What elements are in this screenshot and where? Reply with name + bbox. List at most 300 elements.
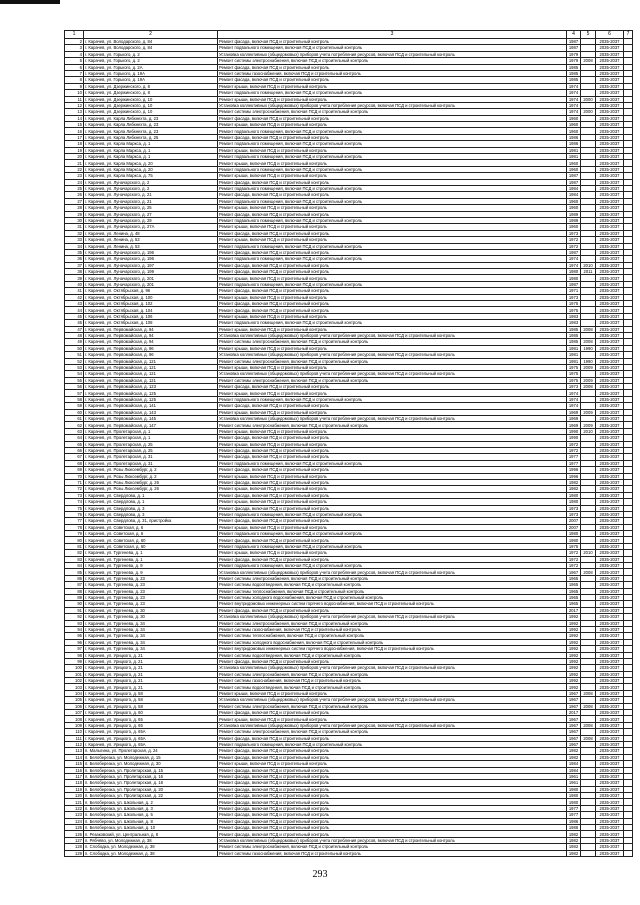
planned-period-cell: 2035-2037: [596, 454, 624, 460]
work-type-cell: Ремонт крыши, включая ПСД и строительный контроль: [218, 275, 567, 281]
year-built-cell: 1960: [567, 166, 581, 172]
planned-period-cell: 2035-2037: [596, 607, 624, 613]
work-type-cell: Ремонт системы водоотведения, включая ПСД и строительный контроль: [218, 582, 567, 588]
planned-period-cell: 2035-2037: [596, 288, 624, 294]
planned-period-cell: 2035-2037: [596, 384, 624, 390]
planned-period-cell: 2035-2037: [596, 658, 624, 664]
year-built-cell: 1974: [567, 96, 581, 102]
address-cell: г. Карачев, ул. Урицкого, д. 65: [84, 716, 218, 722]
year-built-cell: 1977: [567, 454, 581, 460]
row-number-cell: 14: [65, 115, 84, 121]
address-cell: г. Карачев, ул. Ленина, д. 53: [84, 237, 218, 243]
work-type-cell: Ремонт фасада, включая ПСД и строительный контроль: [218, 786, 567, 792]
scan-edge-mark: [0, 0, 60, 4]
row-number-cell: 110: [65, 729, 84, 735]
work-type-cell: Ремонт фасада, включая ПСД и строительный контроль: [218, 773, 567, 779]
header-cell: 4: [567, 31, 581, 39]
row-number-cell: 51: [65, 352, 84, 358]
address-cell: г. Карачев, ул. Луначарского, д. 196: [84, 249, 218, 255]
work-type-cell: Ремонт подвального помещения, включая ПСД и строительный контроль: [218, 460, 567, 466]
work-type-cell: Ремонт подвального помещения, включая ПСД и строительный контроль: [218, 141, 567, 147]
row-number-cell: 106: [65, 703, 84, 709]
work-type-cell: Ремонт подвального помещения, включая ПСД и строительный контроль: [218, 45, 567, 51]
address-cell: г. Карачев, ул. Урицкого, д. 65А: [84, 729, 218, 735]
planned-period-cell: 2035-2037: [596, 646, 624, 652]
work-type-cell: Ремонт фасада, включая ПСД и строительный контроль: [218, 748, 567, 754]
planned-period-cell: 2035-2037: [596, 716, 624, 722]
address-cell: г. Карачев, ул. Пролетарская, д. 31: [84, 454, 218, 460]
row-number-cell: 79: [65, 531, 84, 537]
planned-period-cell: 2035-2037: [596, 422, 624, 428]
planned-period-cell: 2035-2037: [596, 345, 624, 351]
address-cell: п. Белоберезка, ул. Пролетарская, д. 16: [84, 773, 218, 779]
address-cell: г. Карачев, ул. Октябрьская, д. 96: [84, 288, 218, 294]
last-repair-year-cell: [581, 850, 596, 856]
work-type-cell: Ремонт подвального помещения, включая ПСД и строительный контроль: [218, 198, 567, 204]
row-number-cell: 119: [65, 786, 84, 792]
address-cell: г. Карачев, ул. Советская, д. 6: [84, 524, 218, 530]
work-type-cell: Ремонт фасада, включая ПСД и строительный контроль: [218, 735, 567, 741]
year-built-cell: 1965: [567, 601, 581, 607]
year-built-cell: 1960: [567, 205, 581, 211]
work-type-cell: Установка коллективных (общедомовых) приборов учета потребления ресурсов, включая ПСД и строительный контроль: [218, 371, 567, 377]
address-cell: г. Карачев, ул. Ленина, д. 53: [84, 243, 218, 249]
year-built-cell: 1981: [567, 352, 581, 358]
year-built-cell: 1980: [567, 269, 581, 275]
row-number-cell: 38: [65, 269, 84, 275]
planned-period-cell: 2035-2037: [596, 505, 624, 511]
row-number-cell: 61: [65, 416, 84, 422]
year-built-cell: 1972: [567, 243, 581, 249]
year-built-cell: 1975: [567, 543, 581, 549]
planned-period-cell: 2035-2037: [596, 166, 624, 172]
work-type-cell: Ремонт системы газоснабжения, включая ПСД и строительный контроль: [218, 70, 567, 76]
work-type-cell: Ремонт крыши, включая ПСД и строительный контроль: [218, 690, 567, 696]
planned-period-cell: 2035-2037: [596, 179, 624, 185]
year-built-cell: 2017: [567, 607, 581, 613]
planned-period-cell: 2035-2037: [596, 301, 624, 307]
work-type-cell: Ремонт крыши, включая ПСД и строительный контроль: [218, 294, 567, 300]
work-type-cell: Ремонт фасада, включая ПСД и строительный контроль: [218, 518, 567, 524]
row-number-cell: 101: [65, 671, 84, 677]
address-cell: г. Карачев, ул. Октябрьская, д. 104: [84, 307, 218, 313]
address-cell: п. Белоберезка, ул. Молодежная, д. 15: [84, 754, 218, 760]
work-type-cell: Установка коллективных (общедомовых) приборов учета потребления ресурсов, включая ПСД и строительный контроль: [218, 51, 567, 57]
address-cell: г. Карачев, ул. Тургенева, д. 30: [84, 607, 218, 613]
planned-period-cell: 2035-2037: [596, 684, 624, 690]
work-type-cell: Ремонт внутридомовых инженерных систем горячего водоснабжения, включая ПСД и строительный контроль: [218, 601, 567, 607]
row-number-cell: 13: [65, 109, 84, 115]
row-number-cell: 43: [65, 301, 84, 307]
row-number-cell: 114: [65, 754, 84, 760]
address-cell: п. Белоберезка, ул. Школьная, д. 3: [84, 805, 218, 811]
year-built-cell: 1992: [567, 614, 581, 620]
extra-cell: [624, 850, 633, 856]
address-cell: г. Карачев, ул. Урицкого, д. 65: [84, 722, 218, 728]
row-number-cell: 118: [65, 780, 84, 786]
work-type-cell: Установка коллективных (общедомовых) приборов учета потребления ресурсов, включая ПСД и строительный контроль: [218, 665, 567, 671]
planned-period-cell: 2035-2037: [596, 230, 624, 236]
row-number-cell: 99: [65, 658, 84, 664]
year-built-cell: 1984: [567, 761, 581, 767]
address-cell: г. Карачев, ул. Урицкого, д. 65А: [84, 735, 218, 741]
year-built-cell: 1983: [567, 320, 581, 326]
work-type-cell: Ремонт системы электроснабжения, включая ПСД и строительный контроль: [218, 729, 567, 735]
year-built-cell: 1975: [567, 377, 581, 383]
address-cell: г. Карачев, ул. Первомайская, д. 145: [84, 416, 218, 422]
address-cell: г. Карачев, ул. Тургенева, д. 1: [84, 550, 218, 556]
planned-period-cell: 2035-2037: [596, 45, 624, 51]
year-built-cell: 1961: [567, 773, 581, 779]
year-built-cell: 1967: [567, 690, 581, 696]
work-type-cell: Ремонт фасада, включая ПСД и строительный контроль: [218, 134, 567, 140]
row-number-cell: 24: [65, 179, 84, 185]
address-cell: г. Карачев, ул. Октябрьская, д. 106: [84, 313, 218, 319]
header-cell: 6: [596, 31, 624, 39]
work-type-cell: Ремонт подвального помещения, включая ПСД и строительный контроль: [218, 531, 567, 537]
address-cell: г. Карачев, ул. Луначарского, д. 199: [84, 269, 218, 275]
work-type-cell: Установка коллективных (общедомовых) приборов учета потребления ресурсов, включая ПСД и строительный контроль: [218, 569, 567, 575]
work-type-cell: Установка коллективных (общедомовых) приборов учета потребления ресурсов, включая ПСД и строительный контроль: [218, 697, 567, 703]
row-number-cell: 68: [65, 460, 84, 466]
year-built-cell: 1974: [567, 403, 581, 409]
year-built-cell: 1986: [567, 134, 581, 140]
work-type-cell: Ремонт фасада, включая ПСД и строительный контроль: [218, 658, 567, 664]
row-number-cell: 97: [65, 646, 84, 652]
address-cell: г. Карачев, ул. Дзержинского, д. 8: [84, 90, 218, 96]
work-type-cell: Ремонт крыши, включая ПСД и строительный контроль: [218, 499, 567, 505]
year-built-cell: 1967: [567, 722, 581, 728]
work-type-cell: Ремонт фасада, включая ПСД и строительный контроль: [218, 818, 567, 824]
work-type-cell: Установка коллективных (общедомовых) приборов учета потребления ресурсов, включая ПСД и строительный контроль: [218, 722, 567, 728]
work-type-cell: Ремонт фасада, включая ПСД и строительный контроль: [218, 435, 567, 441]
work-type-cell: Установка коллективных (общедомовых) приборов учета потребления ресурсов, включая ПСД и строительный контроль: [218, 837, 567, 843]
year-built-cell: 1987: [567, 39, 581, 45]
row-number-cell: 11: [65, 96, 84, 102]
last-repair-year-cell: 2008: [581, 690, 596, 696]
row-number-cell: 17: [65, 134, 84, 140]
year-built-cell: 1992: [567, 620, 581, 626]
row-number-cell: 35: [65, 249, 84, 255]
row-number-cell: 16: [65, 128, 84, 134]
year-built-cell: 1971: [567, 288, 581, 294]
planned-period-cell: 2035-2037: [596, 51, 624, 57]
address-cell: г. Карачев, ул. Дзержинского, д. 10: [84, 102, 218, 108]
row-number-cell: 40: [65, 281, 84, 287]
address-cell: г. Карачев, ул. Тургенева, д. 34: [84, 620, 218, 626]
year-built-cell: 1977: [567, 460, 581, 466]
address-cell: г. Карачев, ул. Луначарского, д. 25: [84, 205, 218, 211]
address-cell: п. Белоберезка, ул. Школьная, д. 5: [84, 812, 218, 818]
work-type-cell: Ремонт системы теплоснабжения, включая ПСД и строительный контроль: [218, 633, 567, 639]
year-built-cell: 1960: [567, 198, 581, 204]
row-number-cell: 8: [65, 77, 84, 83]
year-built-cell: 1965: [567, 582, 581, 588]
planned-period-cell: 2035-2037: [596, 780, 624, 786]
address-cell: г. Карачев, ул. Урицкого, д. 21: [84, 678, 218, 684]
address-cell: г. Карачев, ул. Первомайская, д. 94: [84, 332, 218, 338]
address-cell: г. Карачев, ул. Советская, д. 6: [84, 531, 218, 537]
year-built-cell: 1965: [567, 575, 581, 581]
planned-period-cell: 2035-2037: [596, 269, 624, 275]
row-number-cell: 125: [65, 825, 84, 831]
work-type-cell: Ремонт крыши, включая ПСД и строительный контроль: [218, 326, 567, 332]
address-cell: г. Карачев, ул. Первомайская, д. 96: [84, 345, 218, 351]
address-cell: г. Карачев, ул. Карла Либкнехта, д. 23: [84, 122, 218, 128]
planned-period-cell: 2035-2037: [596, 492, 624, 498]
planned-period-cell: 2035-2037: [596, 115, 624, 121]
planned-period-cell: 2035-2037: [596, 70, 624, 76]
planned-period-cell: 2035-2037: [596, 511, 624, 517]
row-number-cell: 111: [65, 735, 84, 741]
address-cell: г. Карачев, ул. Урицкого, д. 58: [84, 697, 218, 703]
year-built-cell: 1985: [567, 64, 581, 70]
work-type-cell: Ремонт фасада, включая ПСД и строительный контроль: [218, 288, 567, 294]
row-number-cell: 20: [65, 154, 84, 160]
work-type-cell: Ремонт фасада, включая ПСД и строительный контроль: [218, 805, 567, 811]
address-cell: г. Карачев, ул. Тургенева, д. 34: [84, 646, 218, 652]
work-type-cell: Ремонт фасада, включая ПСД и строительный контроль: [218, 403, 567, 409]
row-number-cell: 78: [65, 524, 84, 530]
header-cell: 1: [65, 31, 84, 39]
year-built-cell: 1985: [567, 70, 581, 76]
work-type-cell: Ремонт фасада, включая ПСД и строительный контроль: [218, 537, 567, 543]
year-built-cell: 1980: [567, 793, 581, 799]
planned-period-cell: 2035-2037: [596, 275, 624, 281]
year-built-cell: 1973: [567, 294, 581, 300]
year-built-cell: 1961: [567, 780, 581, 786]
planned-period-cell: 2035-2037: [596, 122, 624, 128]
year-built-cell: 1960: [567, 224, 581, 230]
planned-period-cell: 2035-2037: [596, 735, 624, 741]
address-cell: г. Карачев, ул. Пролетарская, д. 25: [84, 448, 218, 454]
row-number-cell: 87: [65, 582, 84, 588]
row-number-cell: 7: [65, 70, 84, 76]
work-type-cell: Ремонт крыши, включая ПСД и строительный контроль: [218, 160, 567, 166]
year-built-cell: 1967: [567, 741, 581, 747]
year-built-cell: 1980: [567, 537, 581, 543]
address-cell: г. Карачев, ул. Горького, д. 2: [84, 58, 218, 64]
year-built-cell: 1980: [567, 492, 581, 498]
last-repair-year-cell: 2010: [581, 428, 596, 434]
row-number-cell: 37: [65, 262, 84, 268]
address-cell: г. Карачев, ул. Первомайская, д. 94: [84, 326, 218, 332]
planned-period-cell: 2035-2037: [596, 435, 624, 441]
address-cell: г. Карачев, ул. Свердлова, д. 31, пристройка: [84, 518, 218, 524]
address-cell: г. Карачев, ул. Ленина, д. 48: [84, 230, 218, 236]
address-cell: г. Карачев, ул. Пролетарская, д. 25: [84, 441, 218, 447]
year-built-cell: 1969: [567, 416, 581, 422]
row-number-cell: 122: [65, 805, 84, 811]
row-number-cell: 95: [65, 633, 84, 639]
address-cell: г. Карачев, ул. Луначарского, д. 201: [84, 281, 218, 287]
year-built-cell: 1980: [567, 799, 581, 805]
planned-period-cell: 2035-2037: [596, 754, 624, 760]
address-cell: г. Карачев, ул. Карла Маркса, д. 1: [84, 141, 218, 147]
row-number-cell: 124: [65, 818, 84, 824]
work-type-cell: Ремонт фасада, включая ПСД и строительный контроль: [218, 831, 567, 837]
work-type-cell: Ремонт системы электроснабжения, включая ПСД и строительный контроль: [218, 620, 567, 626]
planned-period-cell: 2035-2037: [596, 441, 624, 447]
address-cell: п. Рябчёво, ул. Молодежная, д. 38: [84, 837, 218, 843]
year-built-cell: 1982: [567, 479, 581, 485]
year-built-cell: 1973: [567, 511, 581, 517]
planned-period-cell: 2035-2037: [596, 703, 624, 709]
row-number-cell: 74: [65, 499, 84, 505]
work-type-cell: Ремонт фасада, включая ПСД и строительный контроль: [218, 767, 567, 773]
address-cell: п. Белоберезка, ул. Пролетарская, д. 18: [84, 780, 218, 786]
work-type-cell: Ремонт фасада, включая ПСД и строительный контроль: [218, 492, 567, 498]
planned-period-cell: 2035-2037: [596, 761, 624, 767]
address-cell: г. Карачев, ул. Карла Либкнехта, д. 23: [84, 128, 218, 134]
address-cell: г. Карачев, ул. Тургенева, д. 23: [84, 588, 218, 594]
last-repair-year-cell: 2008: [581, 569, 596, 575]
planned-period-cell: 2035-2037: [596, 582, 624, 588]
work-type-cell: Ремонт подвального помещения, включая ПСД и строительный контроль: [218, 256, 567, 262]
row-number-cell: 81: [65, 543, 84, 549]
planned-period-cell: 2035-2037: [596, 850, 624, 856]
address-cell: г. Карачев, ул. Пролетарская, д. 31: [84, 460, 218, 466]
work-type-cell: Ремонт системы электроснабжения, включая ПСД и строительный контроль: [218, 575, 567, 581]
work-type-cell: Ремонт фасада, включая ПСД и строительный контроль: [218, 301, 567, 307]
planned-period-cell: 2035-2037: [596, 83, 624, 89]
row-number-cell: 26: [65, 192, 84, 198]
year-built-cell: 1984: [567, 185, 581, 191]
address-cell: г. Карачев, ул. Карла Маркса, д. 1: [84, 147, 218, 153]
address-cell: г. Карачев, ул. Луначарского, д. 197: [84, 262, 218, 268]
address-cell: г. Карачев, ул. Пролетарская, д. 1: [84, 435, 218, 441]
header-cell: 2: [84, 31, 218, 39]
row-number-cell: 91: [65, 607, 84, 613]
planned-period-cell: 2035-2037: [596, 531, 624, 537]
work-type-cell: Установка коллективных (общедомовых) приборов учета потребления ресурсов, включая ПСД и строительный контроль: [218, 614, 567, 620]
address-cell: п. Белоберезка, ул. Пролетарская, д. 22: [84, 793, 218, 799]
address-cell: г. Карачев, ул. Карла Маркса, д. 1: [84, 154, 218, 160]
row-number-cell: 83: [65, 556, 84, 562]
address-cell: г. Карачев, ул. Луначарского, д. 2: [84, 185, 218, 191]
row-number-cell: 9: [65, 83, 84, 89]
row-number-cell: 64: [65, 435, 84, 441]
address-cell: п. Слободка, ул. Молодежная, д. 38: [84, 850, 218, 856]
last-repair-year-cell: 2008: [581, 326, 596, 332]
address-cell: г. Карачев, ул. Тургенева, д. 9: [84, 569, 218, 575]
year-built-cell: 2007: [567, 524, 581, 530]
address-cell: п. Белоберезка, ул. Пролетарская, д. 20: [84, 786, 218, 792]
work-type-cell: Ремонт системы электроснабжения, включая ПСД и строительный контроль: [218, 422, 567, 428]
year-built-cell: 1992: [567, 633, 581, 639]
address-cell: г. Карачев, ул. Советская, д. 60: [84, 543, 218, 549]
year-built-cell: 1992: [567, 646, 581, 652]
row-number-cell: 96: [65, 639, 84, 645]
year-built-cell: 1986: [567, 825, 581, 831]
work-type-cell: Ремонт системы электроснабжения, включая ПСД и строительный контроль: [218, 58, 567, 64]
year-built-cell: 1969: [567, 422, 581, 428]
work-type-cell: Ремонт системы электроснабжения, включая ПСД и строительный контроль: [218, 339, 567, 345]
planned-period-cell: 2035-2037: [596, 211, 624, 217]
year-built-cell: 1967: [567, 735, 581, 741]
planned-period-cell: 2035-2037: [596, 198, 624, 204]
planned-period-cell: 2035-2037: [596, 741, 624, 747]
planned-period-cell: 2035-2037: [596, 805, 624, 811]
planned-period-cell: 2035-2037: [596, 256, 624, 262]
work-type-cell: Ремонт крыши, включая ПСД и строительный контроль: [218, 486, 567, 492]
row-number-cell: 45: [65, 313, 84, 319]
year-built-cell: 1975: [567, 301, 581, 307]
planned-period-cell: 2035-2037: [596, 837, 624, 843]
planned-period-cell: 2035-2037: [596, 428, 624, 434]
address-cell: п. Белоберезка, ул. Пролетарская, д. 15: [84, 767, 218, 773]
planned-period-cell: 2035-2037: [596, 786, 624, 792]
year-built-cell: 1965: [567, 594, 581, 600]
planned-period-cell: 2035-2037: [596, 403, 624, 409]
work-type-cell: Ремонт фасада, включая ПСД и строительный контроль: [218, 780, 567, 786]
year-built-cell: 1972: [567, 448, 581, 454]
row-number-cell: 82: [65, 550, 84, 556]
address-cell: г. Карачев, ул. Розы Люксембург, д. 2: [84, 467, 218, 473]
planned-period-cell: 2035-2037: [596, 58, 624, 64]
address-cell: г. Карачев, ул. Тургенева, д. 23: [84, 594, 218, 600]
work-type-cell: Ремонт крыши, включая ПСД и строительный контроль: [218, 524, 567, 530]
row-number-cell: 49: [65, 339, 84, 345]
row-number-cell: 15: [65, 122, 84, 128]
row-number-cell: 12: [65, 102, 84, 108]
planned-period-cell: 2035-2037: [596, 77, 624, 83]
planned-period-cell: 2035-2037: [596, 326, 624, 332]
work-type-cell: Установка коллективных (общедомовых) приборов учета потребления ресурсов, включая ПСД и строительный контроль: [218, 102, 567, 108]
year-built-cell: 1985: [567, 77, 581, 83]
address-cell: г. Карачев, ул. Дзержинского, д. 10: [84, 96, 218, 102]
row-number-cell: 47: [65, 326, 84, 332]
planned-period-cell: 2035-2037: [596, 639, 624, 645]
address-cell: г. Карачев, ул. Первомайская, д. 141: [84, 403, 218, 409]
planned-period-cell: 2035-2037: [596, 486, 624, 492]
table-header-row: [65, 31, 633, 39]
planned-period-cell: 2035-2037: [596, 352, 624, 358]
planned-period-cell: 2035-2037: [596, 626, 624, 632]
address-cell: г. Карачев, ул. Тургенева, д. 23: [84, 582, 218, 588]
address-cell: г. Карачев, ул. Пролетарская, д. 1: [84, 428, 218, 434]
work-type-cell: Ремонт фасада, включая ПСД и строительный контроль: [218, 384, 567, 390]
work-type-cell: Ремонт фасада, включая ПСД и строительный контроль: [218, 479, 567, 485]
work-type-cell: Ремонт подвального помещения, включая ПСД и строительный контроль: [218, 243, 567, 249]
planned-period-cell: 2035-2037: [596, 205, 624, 211]
last-repair-year-cell: 2010: [581, 262, 596, 268]
work-type-cell: Ремонт крыши, включая ПСД и строительный контроль: [218, 237, 567, 243]
address-cell: г. Карачев, ул. Розы Люксембург, д. 2: [84, 473, 218, 479]
planned-period-cell: 2035-2037: [596, 320, 624, 326]
address-cell: г. Карачев, ул. Горького, д. 19А: [84, 70, 218, 76]
work-type-cell: Ремонт крыши, включая ПСД и строительный контроль: [218, 761, 567, 767]
address-cell: г. Карачев, ул. Первомайская, д. 125: [84, 390, 218, 396]
year-built-cell: 1979: [567, 58, 581, 64]
address-cell: г. Карачев, ул. Октябрьская, д. 102: [84, 301, 218, 307]
work-type-cell: Ремонт подвального помещения, включая ПСД и строительный контроль: [218, 511, 567, 517]
planned-period-cell: 2035-2037: [596, 524, 624, 530]
address-cell: г. Карачев, ул. Свердлова, д. 1: [84, 499, 218, 505]
planned-period-cell: 2035-2037: [596, 160, 624, 166]
work-type-cell: Ремонт системы холодного водоснабжения, включая ПСД и строительный контроль: [218, 594, 567, 600]
row-number-cell: 71: [65, 479, 84, 485]
work-type-cell: Ремонт фасада, включая ПСД и строительный контроль: [218, 710, 567, 716]
work-type-cell: Ремонт фасада, включая ПСД и строительный контроль: [218, 64, 567, 70]
row-number-cell: 33: [65, 237, 84, 243]
year-built-cell: 1992: [567, 678, 581, 684]
work-type-cell: Ремонт фасада, включая ПСД и строительный контроль: [218, 505, 567, 511]
year-built-cell: 1992: [567, 684, 581, 690]
address-cell: г. Карачев, ул. Луначарского, д. 2: [84, 179, 218, 185]
address-cell: г. Карачев, ул. Урицкого, д. 60: [84, 710, 218, 716]
planned-period-cell: 2035-2037: [596, 243, 624, 249]
